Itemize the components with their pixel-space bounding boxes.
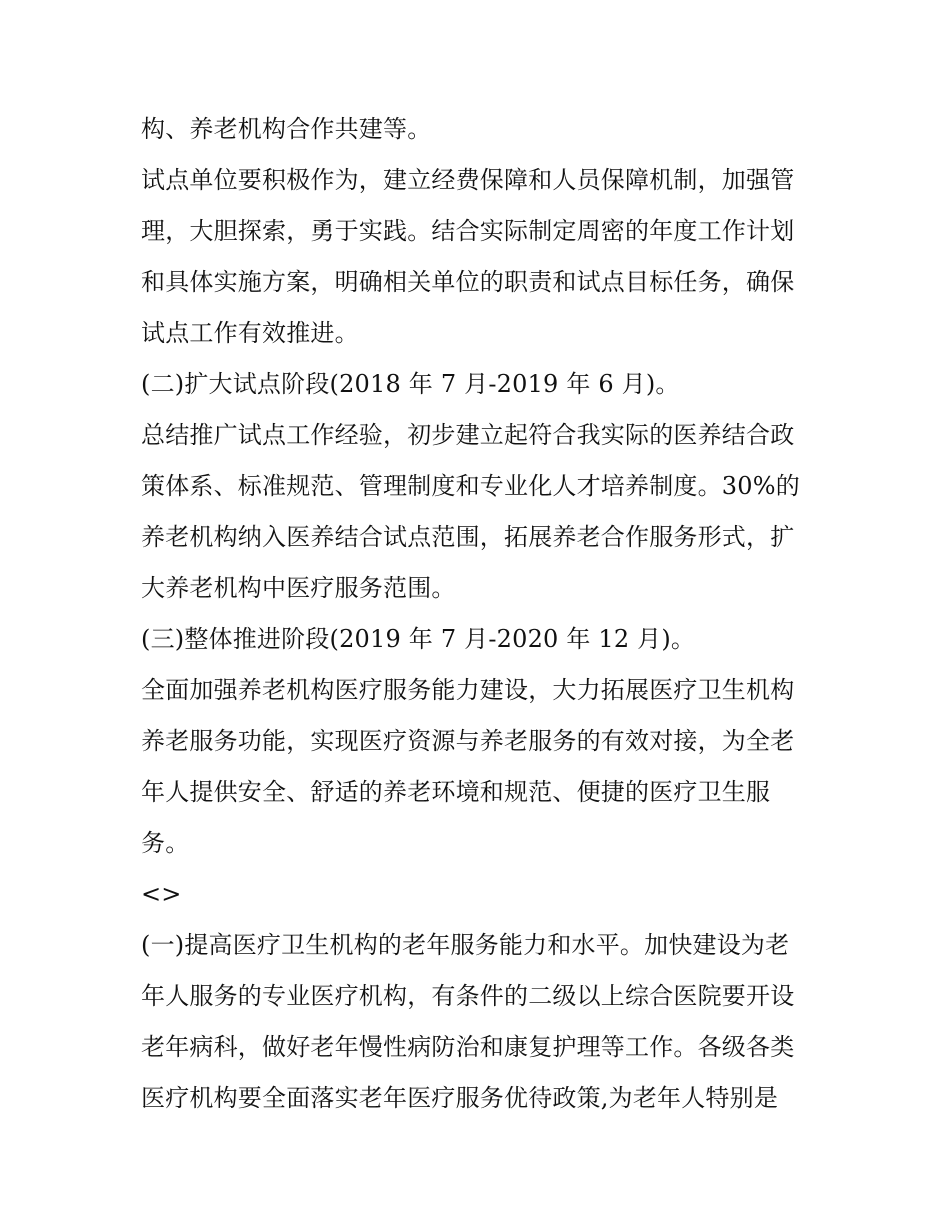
text-line: 试点工作有效推进。 (141, 319, 359, 347)
text-line: 务。 (141, 829, 190, 857)
text-line: 养老服务功能，实现医疗资源与养老服务的有效对接，为全老 (141, 727, 795, 755)
text-line: 试点单位要积极作为，建立经费保障和人员保障机制，加强管 (141, 166, 795, 194)
text-line: 养老机构纳入医养结合试点范围，拓展养老合作服务形式，扩 (141, 523, 795, 551)
section-heading: (二)扩大试点阶段(2018 年 7 月-2019 年 6 月)。 (141, 370, 680, 398)
text-line: 大养老机构中医疗服务范围。 (141, 574, 456, 602)
text-line: 全面加强养老机构医疗服务能力建设，大力拓展医疗卫生机构 (141, 676, 795, 704)
document-body (141, 104, 821, 1124)
text-line: 构、养老机构合作共建等。 (141, 115, 432, 143)
text-line: 和具体实施方案，明确相关单位的职责和试点目标任务，确保 (141, 268, 795, 296)
text-line: 医疗机构要全面落实老年医疗服务优待政策,为老年人特别是 (141, 1084, 779, 1112)
text-line: 年人提供安全、舒适的养老环境和规范、便捷的医疗卫生服 (141, 778, 771, 806)
section-heading: (一)提高医疗卫生机构的老年服务能力和水平。加快建设为老 (141, 931, 790, 959)
placeholder-marker: <> (141, 880, 182, 908)
text-line: 理，大胆探索，勇于实践。结合实际制定周密的年度工作计划 (141, 217, 795, 245)
text-line: 老年病科，做好老年慢性病防治和康复护理等工作。各级各类 (141, 1033, 795, 1061)
text-line: 策体系、标准规范、管理制度和专业化人才培养制度。30%的 (141, 472, 800, 500)
section-heading: (三)整体推进阶段(2019 年 7 月-2020 年 12 月)。 (141, 625, 696, 653)
text-line: 年人服务的专业医疗机构，有条件的二级以上综合医院要开设 (141, 982, 795, 1010)
text-line: 总结推广试点工作经验，初步建立起符合我实际的医养结合政 (141, 421, 795, 449)
